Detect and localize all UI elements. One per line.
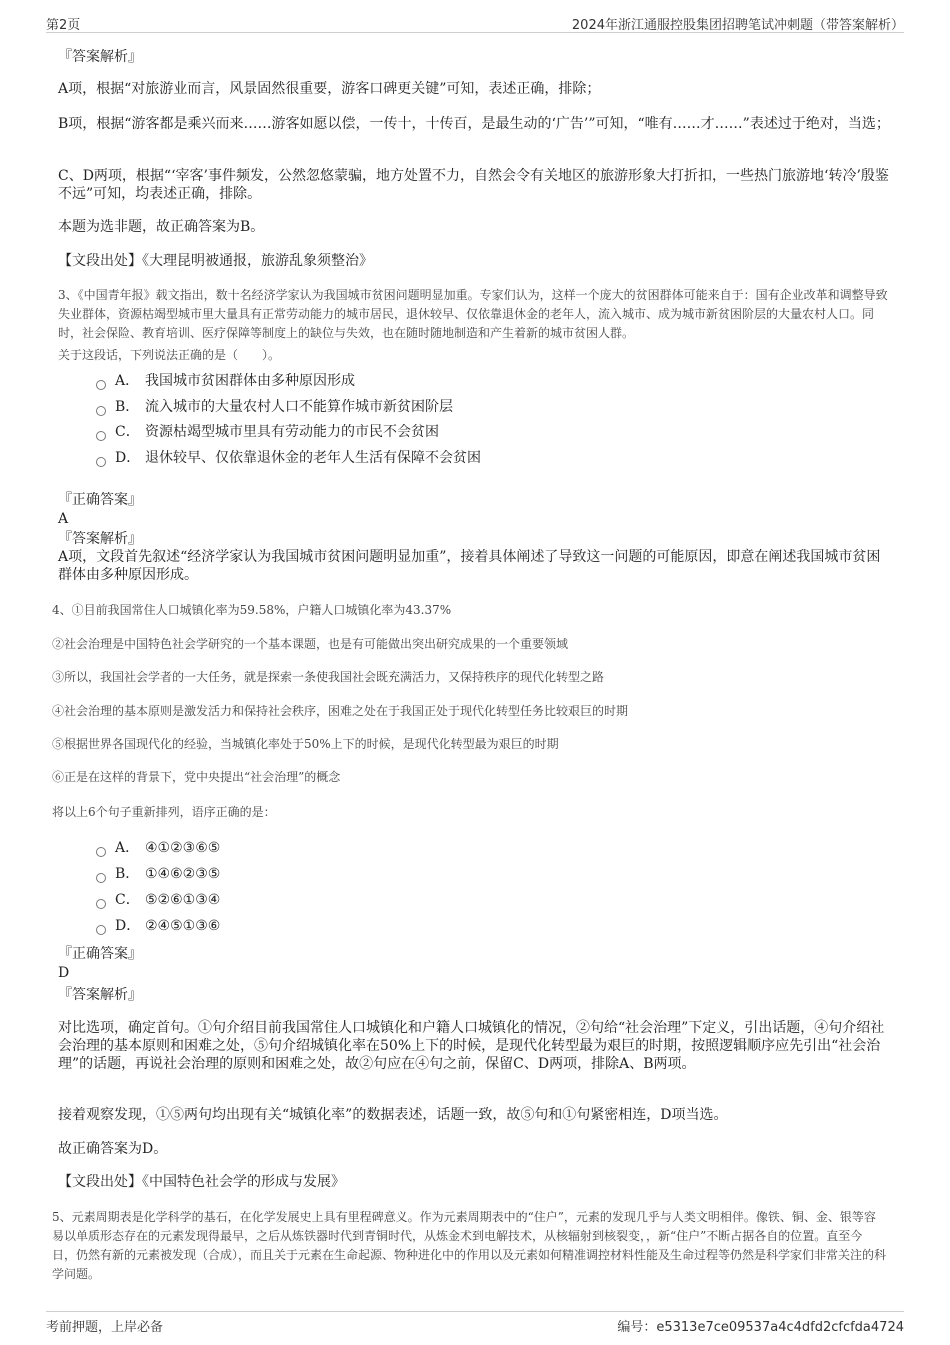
document-id: 编号：e5313e7ce09537a4c4dfd2cfcfda4724 (617, 1320, 904, 1335)
q3-answer: A (58, 511, 69, 527)
radio-icon[interactable] (96, 457, 106, 467)
q3-question: 关于这段话，下列说法正确的是（ ）。 (58, 348, 281, 362)
q4-answer-label: 『正确答案』 (58, 946, 142, 962)
radio-icon[interactable] (96, 873, 106, 883)
q4-analysis-2: 接着观察发现，①⑤两句均出现有关“城镇化率”的数据表述，话题一致，故⑤句和①句紧密相连，D项当选。 (58, 1107, 728, 1123)
q4-question: 将以上6个句子重新排列，语序正确的是： (52, 805, 276, 819)
q3-option-a[interactable]: A． 我国城市贫困群体由多种原因形成 (96, 372, 355, 390)
q5-stem: 5、元素周期表是化学科学的基石，在化学发展史上具有里程碑意义。作为元素周期表中的“住户”，元素的发现几乎与人类文明相伴。像铁、铜、金、银等容易以单质形态存在的元素发现得最早，之后从炼铁器时代到青铜时代，从炼金术到电解技术，从核辐射到核裂变，，新“住户”不断占据各自的位置。直至今日，仍然有新的元素被发现（合成），而且关于元素在生命起源、物种进化中的作用以及元素如何精准调控材料性能及生命过程等仍然是科学家们非常关注的科学问题。 (52, 1210, 887, 1281)
q4-option-d[interactable]: D． ②④⑤①③⑥ (96, 917, 220, 935)
q4-answer: D (58, 965, 70, 981)
q3-option-d[interactable]: D． 退休较早、仅依靠退休金的老年人生活有保障不会贫困 (96, 449, 481, 467)
q4-option-c[interactable]: C． ⑤②⑥①③④ (96, 891, 220, 909)
q4-sentence-6: ⑥正是在这样的背景下，党中央提出“社会治理”的概念 (52, 770, 341, 784)
q3-analysis-label: 『答案解析』 (58, 531, 142, 547)
q3-stem: 3、《中国青年报》载文指出，数十名经济学家认为我国城市贫困问题明显加重。专家们认为，这样一个庞大的贫困群体可能来自于：国有企业改革和调整导致失业群体，资源枯竭型城市里大量具有正常劳动能力的城市居民，退休较早、仅依靠退休金的老年人，流入城市、成为城市新贫困阶层的大量农村人口。同时，社会保险、教育培训、医疗保障等制度上的缺位与失效，也在随时随地制造和产生着新的城市贫困人群。 (58, 288, 888, 340)
radio-icon[interactable] (96, 925, 106, 935)
q3-option-b[interactable]: B． 流入城市的大量农村人口不能算作城市新贫困阶层 (96, 398, 453, 416)
radio-icon[interactable] (96, 899, 106, 909)
q4-analysis-1: 对比选项，确定首句。①句介绍目前我国常住人口城镇化和户籍人口城镇化的情况，②句给“社会治理”下定义，引出话题，④句介绍社会治理的基本原则和困难之处，⑤句介绍城镇化率在50%上下的时候，是现代化转型最为艰巨的时期，按照逻辑顺序应先引出“社会治理”的话题，再说社会治理的原则和困难之处，故②句应在④句之前，保留C、D两项，排除A、B两项。 (58, 1020, 885, 1072)
q3-answer-label: 『正确答案』 (58, 492, 142, 508)
q3-option-c[interactable]: C． 资源枯竭型城市里具有劳动能力的市民不会贫困 (96, 423, 439, 441)
q2-conclusion: 本题为选非题，故正确答案为B。 (58, 219, 265, 235)
q2-analysis-b: B项，根据“游客都是乘兴而来……游客如愿以偿，一传十，十传百，是最生动的‘广告’”可知，“唯有……才……”表述过于绝对，当选； (58, 116, 890, 132)
q2-analysis-a: A项，根据“对旅游业而言，风景固然很重要，游客口碑更关键”可知，表述正确，排除； (58, 81, 601, 97)
q4-analysis-label: 『答案解析』 (58, 987, 142, 1003)
page-number: 第2页 (46, 18, 81, 33)
page-header (46, 12, 904, 33)
q3-analysis: A项，文段首先叙述“经济学家认为我国城市贫困问题明显加重”，接着具体阐述了导致这一问题的可能原因，即意在阐述我国城市贫困群体由多种原因形成。 (58, 549, 881, 583)
q4-sentence-4: ④社会治理的基本原则是激发活力和保持社会秩序，困难之处在于我国正处于现代化转型任务比较艰巨的时期 (52, 704, 629, 718)
radio-icon[interactable] (96, 406, 106, 416)
radio-icon[interactable] (96, 431, 106, 441)
q2-analysis-label: 『答案解析』 (58, 49, 142, 65)
q4-sentence-5: ⑤根据世界各国现代化的经验，当城镇化率处于50%上下的时候，是现代化转型最为艰巨的时期 (52, 737, 559, 751)
q4-sentence-1: 4、①目前我国常住人口城镇化率为59.58%，户籍人口城镇化率为43.37% (52, 603, 452, 617)
q4-sentence-3: ③所以，我国社会学者的一大任务，就是探索一条使我国社会既充满活力，又保持秩序的现代化转型之路 (52, 670, 605, 684)
page-footer (46, 1311, 904, 1336)
q2-analysis-cd: C、D两项，根据“‘宰客’事件频发，公然忽悠蒙骗，地方处置不力，自然会令有关地区的旅游形象大打折扣，一些热门旅游地‘转冷’殷鉴不远”可知，均表述正确，排除。 (58, 168, 889, 202)
q2-source: 【文段出处】《大理昆明被通报，旅游乱象须整治》 (58, 253, 373, 269)
footer-slogan: 考前押题，上岸必备 (46, 1320, 164, 1335)
q4-option-a[interactable]: A． ④①②③⑥⑤ (96, 839, 220, 857)
q4-option-b[interactable]: B． ①④⑥②③⑤ (96, 865, 220, 883)
q4-source: 【文段出处】《中国特色社会学的形成与发展》 (58, 1174, 345, 1190)
q4-sentence-2: ②社会治理是中国特色社会学研究的一个基本课题，也是有可能做出突出研究成果的一个重要领域 (52, 637, 569, 651)
radio-icon[interactable] (96, 847, 106, 857)
q4-conclusion: 故正确答案为D。 (58, 1141, 168, 1157)
document-title: 2024年浙江通服控股集团招聘笔试冲刺题（带答案解析） (571, 18, 904, 33)
radio-icon[interactable] (96, 380, 106, 390)
